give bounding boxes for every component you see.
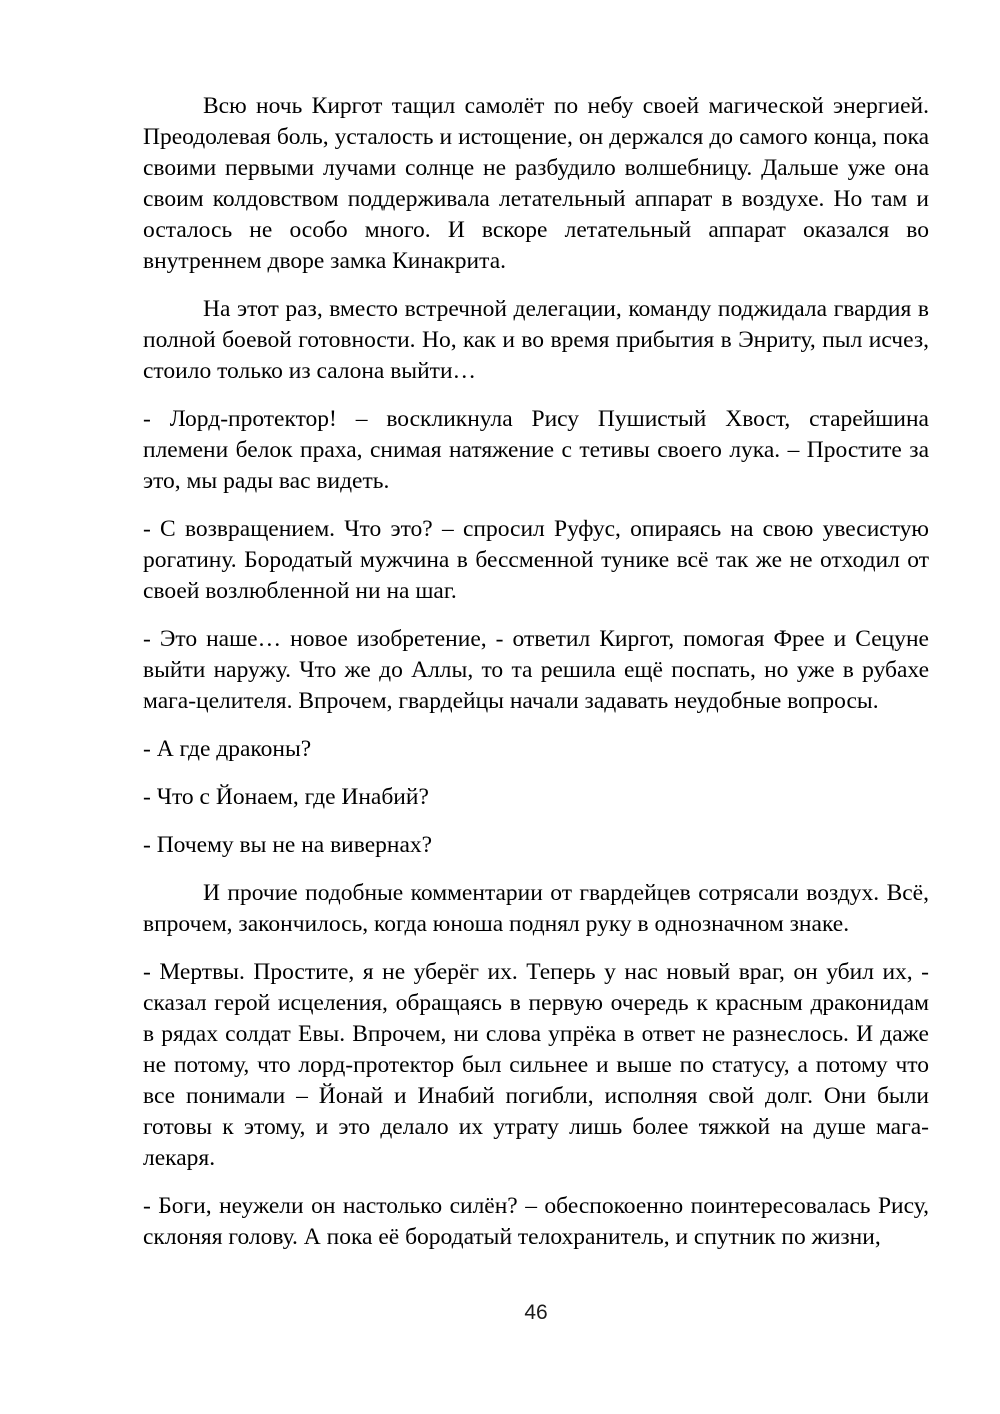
paragraph: - Мертвы. Простите, я не уберёг их. Теперь у нас новый враг, он убил их, - сказал герой исцеления, обращаясь в первую очередь к красным драконидам в рядах солдат Евы. Впрочем, ни слова упрёка в ответ не разнеслось. И даже не потому, что лорд-протектор был сильнее и выше по статусу, а потому что все понимали – Йонай и Инабий погибли, исполняя свой долг. Они были готовы к этому, и это делало их утрату лишь более тяжкой на душе мага-лекаря. (143, 959, 929, 1171)
page-text-body (143, 91, 929, 1270)
page-number: 46 (524, 1301, 548, 1324)
paragraph: - Это наше… новое изобретение, - ответил Киргот, помогая Фрее и Сецуне выйти наружу. Что же до Аллы, то та решила ещё поспать, но уже в рубахе мага-целителя. Впрочем, гвардейцы начали задавать неудобные вопросы. (143, 626, 929, 714)
paragraph: И прочие подобные комментарии от гвардейцев сотрясали воздух. Всё, впрочем, закончилось, когда юноша поднял руку в однозначном знаке. (143, 880, 929, 937)
paragraph: - С возвращением. Что это? – спросил Руфус, опираясь на свою увесистую рогатину. Бородатый мужчина в бессменной тунике всё так же не отходил от своей возлюбленной ни на шаг. (143, 516, 929, 604)
paragraph: Всю ночь Киргот тащил самолёт по небу своей магической энергией. Преодолевая боль, усталость и истощение, он держался до самого конца, пока своими первыми лучами солнце не разбудило волшебницу. Дальше уже она своим колдовством поддерживала летательный аппарат в воздухе. Но там и осталось не особо много. И вскоре летательный аппарат оказался во внутреннем дворе замка Кинакрита. (143, 93, 929, 274)
paragraph: - Лорд-протектор! – воскликнула Рису Пушистый Хвост, старейшина племени белок праха, снимая натяжение с тетивы своего лука. – Простите за это, мы рады вас видеть. (143, 406, 929, 494)
paragraph: - Что с Йонаем, где Инабий? (143, 784, 429, 810)
paragraph: На этот раз, вместо встречной делегации, команду поджидала гвардия в полной боевой готовности. Но, как и во время прибытия в Энриту, пыл исчез, стоило только из салона выйти… (143, 296, 929, 384)
paragraph: - А где драконы? (143, 736, 312, 762)
paragraph: - Почему вы не на вивернах? (143, 832, 433, 858)
paragraph: - Боги, неужели он настолько силён? – обеспокоенно поинтересовалась Рису, склоняя голову. А пока её бородатый телохранитель, и спутник по жизни, (143, 1193, 929, 1250)
